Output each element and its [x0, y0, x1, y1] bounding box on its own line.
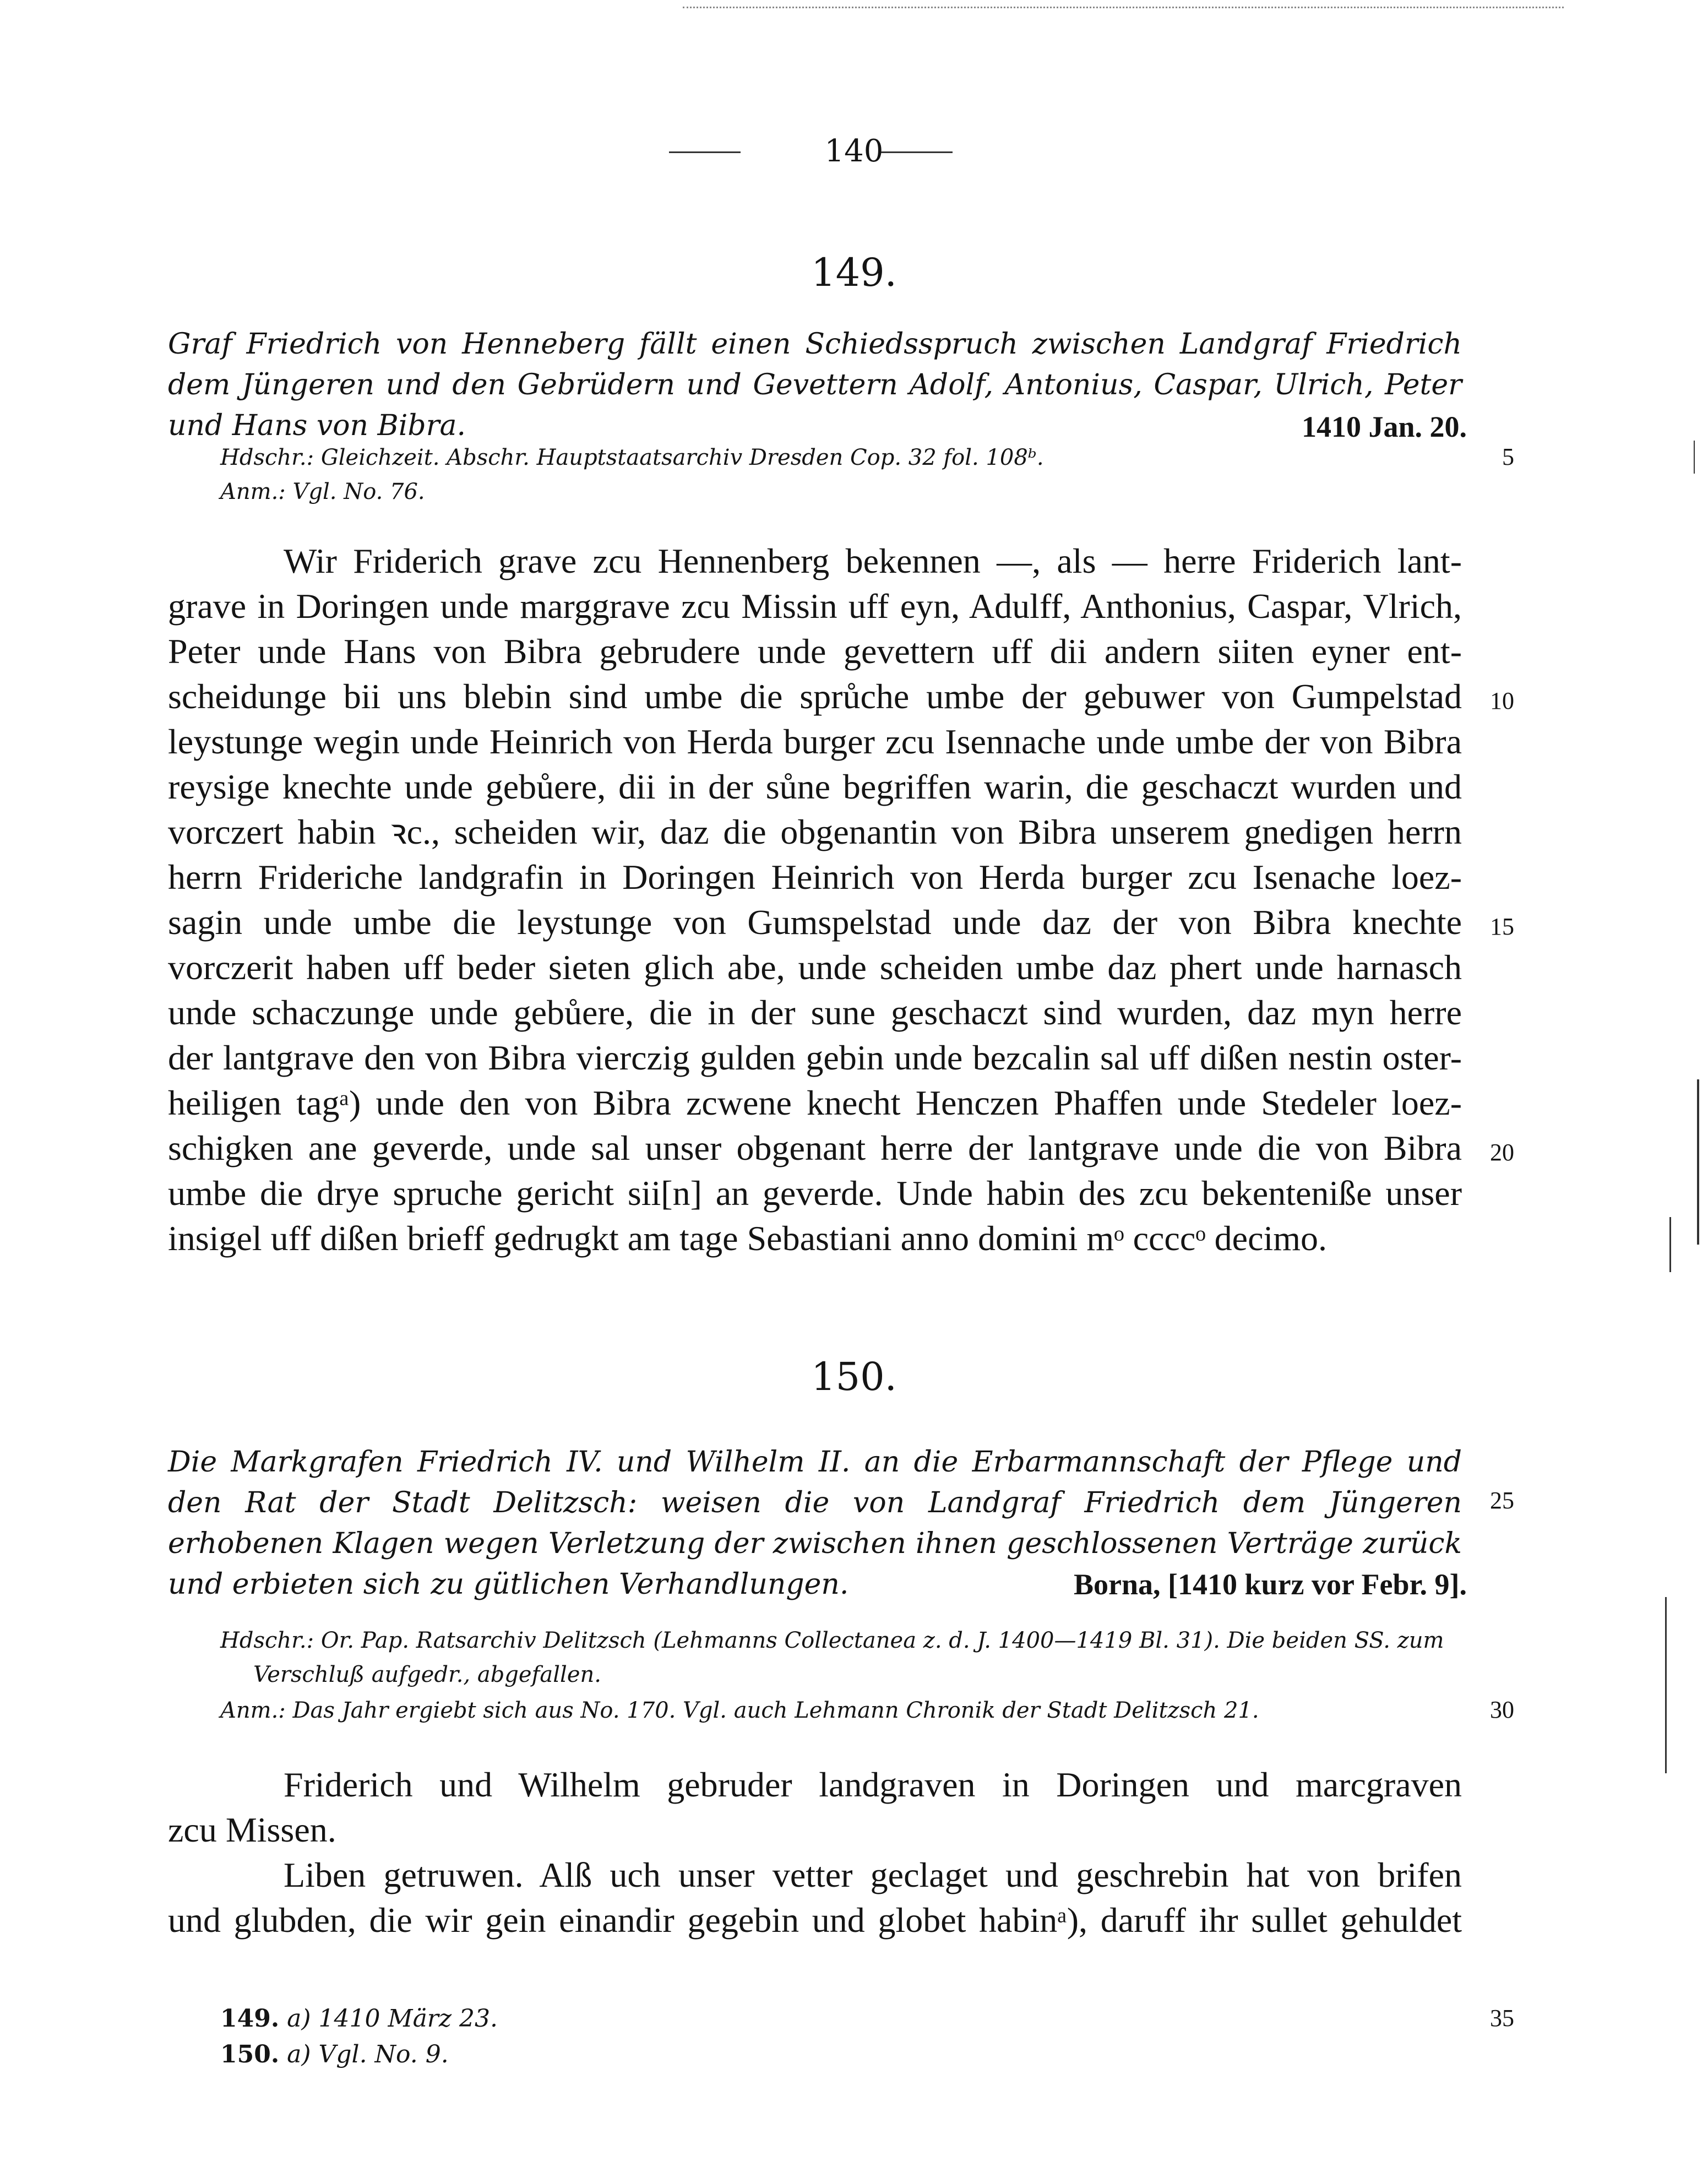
- date-150: Borna, [1410 kurz vor Febr. 9].: [1074, 1568, 1467, 1601]
- text-line: Liben getruwen. Alß uch unser vetter geclaget und geschrebin hat von brifen: [284, 1855, 1462, 1894]
- scan-mark-right: [1697, 1079, 1699, 1245]
- annotation-149: Anm.: Vgl. No. 76.: [220, 479, 425, 504]
- source-note-150-line-1: Hdschr.: Or. Pap. Ratsarchiv Delitzsch (Lehmanns Collectanea z. d. J. 1400—1419 Bl. 31). Die beiden SS. zum: [220, 1628, 1444, 1653]
- footnote-150: [220, 2038, 449, 2072]
- text-line: vorczert habin ꝛc., scheiden wir, daz die obgenantin von Bibra unserem gnedigen herrn: [168, 812, 1462, 851]
- date-149: 1410 Jan. 20.: [1301, 410, 1467, 443]
- footnote-149-number: 149.: [220, 2005, 280, 2033]
- text-line: Friderich und Wilhelm gebruder landgraven in Doringen und marcgraven: [284, 1765, 1462, 1804]
- footnote-149: [220, 2002, 498, 2036]
- text-line: zcu Missen.: [168, 1810, 336, 1849]
- scan-edge-top: [683, 7, 1564, 8]
- source-note-150: [220, 1623, 1462, 1692]
- footnote-150-text: a) Vgl. No. 9.: [287, 2040, 449, 2068]
- page-number: 140: [824, 133, 884, 169]
- regest-149: Graf Friedrich von Henneberg fällt einen Schiedsspruch zwischen Landgraf Friedrich dem Jüngeren und den Gebrüdern und Gevettern Adolf, Antonius, Caspar, Ulrich, Peter und Hans von Bibra.: [168, 328, 1462, 442]
- text-line: umbe die drye spruche gericht sii[n] an geverde. Unde habin des zcu bekenteniße unser: [168, 1174, 1462, 1213]
- source-note-149: Hdschr.: Gleichzeit. Abschr. Hauptstaatsarchiv Dresden Cop. 32 fol. 108ᵇ.: [220, 445, 1044, 470]
- footnote-149-text: a) 1410 März 23.: [287, 2005, 498, 2033]
- text-line: leystunge wegin unde Heinrich von Herda burger zcu Isennache unde umbe der von Bibra: [168, 722, 1462, 761]
- text-line: sagin unde umbe die leystunge von Gumspelstad unde daz der von Bibra knechte: [168, 903, 1462, 942]
- text-line: reysige knechte unde gebůere, dii in der sůne begriffen warin, die geschaczt wurden und: [168, 767, 1462, 806]
- text-line: der lantgrave den von Bibra vierczig gulden gebin unde bezcalin sal uff dißen nestin oster-: [168, 1038, 1462, 1077]
- text-line: herrn Frideriche landgrafin in Doringen Heinrich von Herda burger zcu Isenache loez-: [168, 857, 1462, 897]
- regest-150: Die Markgrafen Friedrich IV. und Wilhelm II. an die Erbarmannschaft der Pflege und den Rat der Stadt Delitzsch: weisen die von Landgraf Friedrich dem Jüngeren erhobenen Klagen wegen Verletzung der zwischen ihnen geschlossenen Verträge zurück und erbieten sich zu gütlichen Verhandlungen.: [168, 1446, 1462, 1601]
- text-line: schigken ane geverde, unde sal unser obgenant herre der lantgrave unde die von Bibra: [168, 1128, 1462, 1167]
- text-line: vorczerit haben uff beder sieten glich abe, unde scheiden umbe daz phert unde harnasch: [168, 948, 1462, 987]
- text-149: [168, 539, 1462, 1261]
- line-number-15: 15: [1490, 913, 1514, 940]
- line-number-35: 35: [1490, 2005, 1514, 2032]
- document-number-150: 150.: [811, 1354, 897, 1399]
- text-line: insigel uff dißen brieff gedrugkt am tage Sebastiani anno domini mᵒ ccccᵒ decimo.: [168, 1219, 1328, 1258]
- line-number-30: 30: [1490, 1696, 1514, 1723]
- text-line: Wir Friderich grave zcu Hennenberg bekennen —, als — herre Friderich lant-: [284, 541, 1462, 580]
- text-line: und glubden, die wir gein einandir gegebin und globet habinᵃ), daruff ihr sullet gehuldet: [168, 1900, 1462, 1940]
- line-number-10: 10: [1490, 687, 1514, 714]
- text-line: heiligen tagᵃ) unde den von Bibra zcwene knecht Henczen Phaffen unde Stedeler loez-: [168, 1083, 1462, 1122]
- text-line: Peter unde Hans von Bibra gebrudere unde gevettern uff dii andern siiten eyner ent-: [168, 632, 1462, 671]
- footnote-150-number: 150.: [220, 2040, 280, 2068]
- line-number-25: 25: [1490, 1487, 1514, 1514]
- line-number-5: 5: [1502, 443, 1514, 470]
- scan-mark-right: [1665, 1597, 1667, 1773]
- document-number-149: 149.: [811, 250, 897, 295]
- text-line: grave in Doringen unde marggrave zcu Missin uff eyn, Adulff, Anthonius, Caspar, Vlrich,: [168, 587, 1462, 626]
- line-number-20: 20: [1490, 1139, 1514, 1166]
- scan-mark-right: [1669, 1217, 1671, 1272]
- text-line: scheidunge bii uns blebin sind umbe die sprůche umbe der gebuwer von Gumpelstad: [168, 677, 1462, 716]
- scan-mark-right: [1694, 441, 1695, 474]
- text-150: [168, 1762, 1462, 1943]
- source-note-150-line-2: Verschluß aufgedr., abgefallen.: [253, 1662, 601, 1687]
- header-rule-right: [881, 151, 953, 153]
- text-line: unde schaczunge unde gebůere, die in der sune geschaczt sind wurden, daz myn herre: [168, 993, 1462, 1032]
- annotation-150: Anm.: Das Jahr ergiebt sich aus No. 170. Vgl. auch Lehmann Chronik der Stadt Delitzsch 21.: [220, 1698, 1259, 1723]
